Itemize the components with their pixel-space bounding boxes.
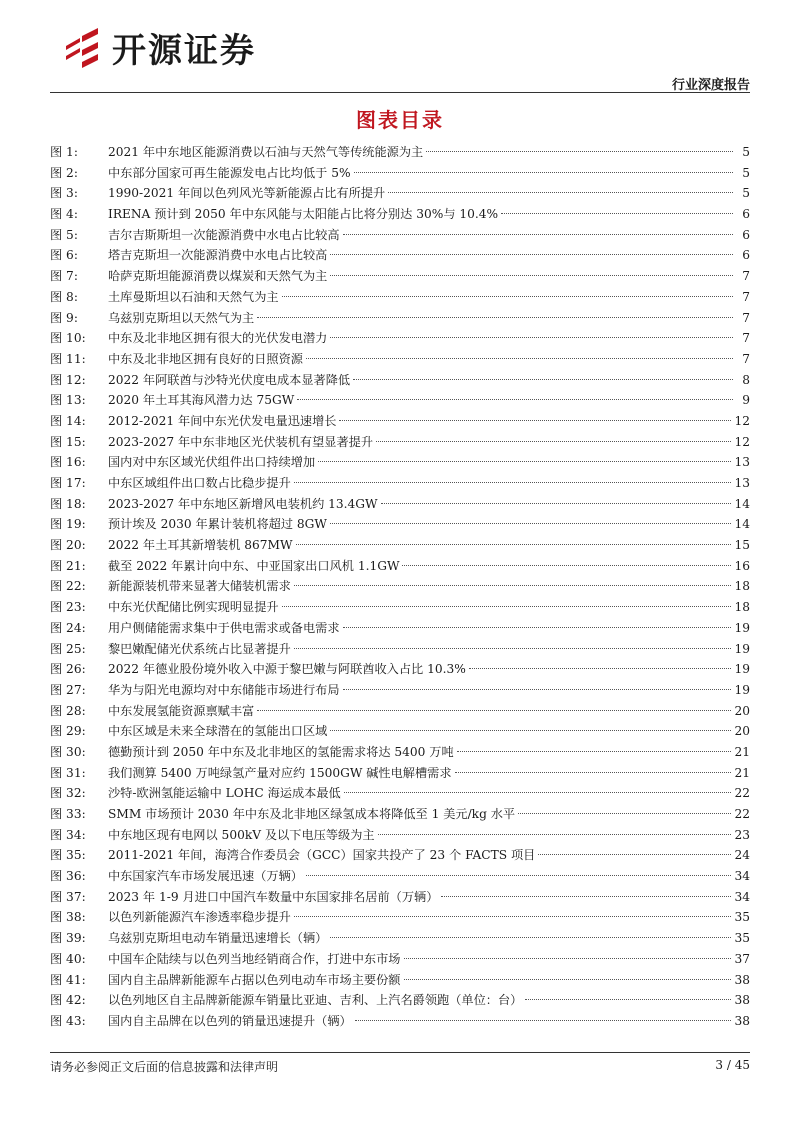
toc-entry[interactable]: [50, 866, 750, 887]
toc-page-number[interactable]: 22: [734, 807, 750, 821]
toc-entry[interactable]: [50, 349, 750, 370]
toc-dot-leader: [404, 979, 732, 980]
toc-entry[interactable]: [50, 328, 750, 349]
toc-dot-leader: [469, 668, 732, 669]
toc-figure-label: 图 34:: [50, 827, 86, 842]
toc-dot-leader: [306, 875, 731, 876]
toc-figure-label: 图 39:: [50, 931, 86, 946]
toc-dot-leader: [441, 896, 731, 897]
toc-page-number[interactable]: 23: [734, 827, 750, 842]
toc-figure-title[interactable]: 以色列地区自主品牌新能源车销量比亚迪、吉利、上汽名爵领跑（单位：台）: [108, 993, 523, 1008]
toc-page-number[interactable]: 34: [734, 889, 750, 904]
toc-figure-label: 图 30:: [50, 744, 86, 759]
toc-figure-title[interactable]: 沙特-欧洲氢能运输中 LOHC 海运成本最低: [108, 786, 341, 801]
toc-page-number[interactable]: 15: [734, 538, 750, 553]
toc-dot-leader: [282, 296, 733, 297]
toc-entry[interactable]: [50, 680, 750, 701]
toc-entry[interactable]: [50, 907, 750, 928]
toc-figure-label: 图 17:: [50, 476, 86, 490]
toc-entry[interactable]: [50, 556, 750, 577]
toc-figure-label: 图 1:: [50, 145, 78, 159]
toc-figure-title[interactable]: 德勤预计到 2050 年中东及北非地区的氢能需求将达 5400 万吨: [108, 744, 454, 759]
toc-page-number[interactable]: 6: [742, 207, 750, 222]
footer-divider: [50, 1052, 750, 1053]
toc-figure-label: 图 13:: [50, 393, 86, 408]
toc-figure-label: 图 12:: [50, 372, 86, 387]
toc-entry[interactable]: [50, 825, 750, 846]
toc-dot-leader: [343, 234, 733, 235]
toc-page-number[interactable]: 7: [742, 310, 750, 325]
toc-figure-label: 图 16:: [50, 455, 86, 470]
toc-figure-label: 图 43:: [50, 1013, 86, 1028]
toc-figure-title[interactable]: 2023-2027 年中东地区新增风电装机约 13.4GW: [108, 496, 378, 511]
toc-figure-title[interactable]: 国内自主品牌新能源车占据以色列电动车市场主要份额: [108, 972, 401, 987]
toc-figure-title[interactable]: 1990-2021 年间以色列风光等新能源占比有所提升: [108, 186, 386, 201]
toc-dot-leader: [294, 482, 732, 483]
toc-entry[interactable]: [50, 432, 750, 453]
toc-entry[interactable]: [50, 618, 750, 639]
toc-figure-label: 图 24:: [50, 620, 86, 635]
toc-dot-leader: [306, 358, 733, 359]
toc-page-number[interactable]: 6: [742, 227, 750, 242]
toc-entry[interactable]: [50, 225, 750, 246]
toc-figure-label: 图 9:: [50, 310, 78, 325]
toc-figure-title[interactable]: 新能源装机带来显著大储装机需求: [108, 579, 291, 594]
toc-page-number[interactable]: 38: [734, 972, 750, 987]
toc-page-number[interactable]: 19: [734, 641, 750, 656]
toc-entry[interactable]: [50, 452, 750, 473]
toc-figure-label: 图 21:: [50, 558, 86, 573]
toc-dot-leader: [404, 958, 732, 959]
toc-dot-leader: [339, 420, 731, 421]
toc-page-number[interactable]: 14: [734, 496, 750, 511]
toc-page-number[interactable]: 21: [734, 744, 750, 759]
toc-figure-label: 图 18:: [50, 496, 86, 511]
toc-figure-label: 图 4:: [50, 207, 78, 222]
toc-figure-title[interactable]: 2020 年土耳其海风潜力达 75GW: [108, 393, 295, 408]
toc-dot-leader: [330, 937, 731, 938]
toc-dot-leader: [378, 834, 732, 835]
toc-figure-title[interactable]: 乌兹别克斯坦电动车销量迅速增长（辆）: [108, 931, 328, 946]
toc-figure-title[interactable]: 塔吉克斯坦一次能源消费中水电占比较高: [108, 248, 328, 263]
toc-figure-title[interactable]: 黎巴嫩配储光伏系统占比显著提升: [108, 641, 291, 656]
toc-figure-label: 图 25:: [50, 641, 86, 656]
toc-entry[interactable]: [50, 928, 750, 949]
toc-dot-leader: [282, 606, 732, 607]
toc-dot-leader: [330, 337, 733, 338]
page-header: [50, 18, 750, 93]
toc-dot-leader: [355, 1020, 732, 1021]
toc-page-number[interactable]: 9: [742, 393, 750, 408]
toc-page-number[interactable]: 14: [734, 517, 750, 532]
toc-dot-leader: [294, 648, 732, 649]
toc-figure-label: 图 31:: [50, 765, 86, 780]
toc-figure-label: 图 37:: [50, 889, 86, 904]
toc-entry[interactable]: [50, 370, 750, 391]
toc-entry[interactable]: [50, 494, 750, 515]
toc-page-number[interactable]: 18: [734, 600, 750, 615]
toc-dot-leader: [518, 813, 731, 814]
toc-page-number[interactable]: 7: [742, 269, 750, 284]
toc-page-number[interactable]: 24: [734, 848, 750, 863]
toc-figure-title[interactable]: 中东区域组件出口数占比稳步提升: [108, 476, 291, 490]
toc-figure-title[interactable]: 预计埃及 2030 年累计装机将超过 8GW: [108, 517, 327, 532]
toc-figure-label: 图 6:: [50, 248, 78, 263]
toc-figure-label: 图 8:: [50, 289, 78, 304]
toc-entry[interactable]: [50, 163, 750, 184]
toc-figure-label: 图 42:: [50, 993, 86, 1008]
toc-figure-title[interactable]: 中东国家汽车市场发展迅速（万辆）: [108, 869, 303, 884]
toc-page-number[interactable]: 7: [742, 289, 750, 304]
toc-dot-leader: [296, 544, 732, 545]
toc-entry[interactable]: [50, 763, 750, 784]
toc-page-number[interactable]: 34: [734, 869, 750, 884]
toc-figure-title[interactable]: IRENA 预计到 2050 年中东风能与太阳能占比将分别达 30%与 10.4%: [108, 207, 499, 222]
toc-figure-title[interactable]: 华为与阳光电源均对中东储能市场进行布局: [108, 682, 340, 697]
toc-entry[interactable]: [50, 783, 750, 804]
toc-figure-title[interactable]: 中国车企陆续与以色列当地经销商合作，打进中东市场: [108, 951, 401, 966]
toc-figure-title[interactable]: 2022 年德业股份境外收入中源于黎巴嫩与阿联酋收入占比 10.3%: [108, 662, 466, 677]
toc-figure-title[interactable]: 中东光伏配储比例实现明显提升: [108, 600, 279, 615]
toc-entry[interactable]: [50, 970, 750, 991]
toc-dot-leader: [402, 565, 731, 566]
toc-dot-leader: [388, 192, 733, 193]
report-type-label: 行业深度报告: [671, 78, 750, 93]
toc-figure-title[interactable]: SMM 市场预计 2030 年中东及北非地区绿氢成本将降低至 1 美元/kg 水平: [108, 807, 516, 821]
toc-dot-leader: [343, 689, 732, 690]
toc-figure-title[interactable]: 国内对中东区域光伏组件出口持续增加: [108, 455, 316, 470]
toc-figure-title[interactable]: 土库曼斯坦以石油和天然气为主: [108, 289, 279, 304]
toc-dot-leader: [354, 172, 733, 173]
toc-figure-label: 图 20:: [50, 538, 86, 553]
toc-figure-label: 图 7:: [50, 269, 78, 284]
toc-figure-title[interactable]: 我们测算 5400 万吨绿氢产量对应约 1500GW 碱性电解槽需求: [108, 765, 452, 780]
toc-figure-label: 图 2:: [50, 165, 78, 180]
toc-figure-title[interactable]: 中东区域是未来全球潜在的氢能出口区域: [108, 724, 328, 739]
toc-page-number[interactable]: 19: [734, 682, 750, 697]
toc-entry[interactable]: [50, 390, 750, 411]
toc-entry[interactable]: [50, 266, 750, 287]
toc-figure-title[interactable]: 2021 年中东地区能源消费以石油与天然气等传统能源为主: [108, 145, 424, 159]
toc-dot-leader: [426, 151, 733, 152]
toc-figure-title[interactable]: 乌兹别克斯坦以天然气为主: [108, 310, 255, 325]
toc-page-number[interactable]: 18: [734, 579, 750, 594]
toc-figure-title[interactable]: 中东及北非地区拥有很大的光伏发电潜力: [108, 331, 328, 346]
toc-figure-label: 图 35:: [50, 848, 86, 863]
toc-figure-label: 图 28:: [50, 703, 86, 718]
toc-entry[interactable]: [50, 142, 750, 163]
toc-figure-label: 图 41:: [50, 972, 86, 987]
toc-figure-title[interactable]: 2023-2027 年中东非地区光伏装机有望显著提升: [108, 434, 374, 449]
logo-text: 开源证券: [112, 30, 256, 71]
footer-disclaimer: 请务必参阅正文后面的信息披露和法律声明: [50, 1060, 279, 1074]
toc-entry[interactable]: [50, 949, 750, 970]
toc-dot-leader: [257, 317, 733, 318]
toc-page-number[interactable]: 5: [742, 186, 750, 201]
toc-entry[interactable]: [50, 804, 750, 825]
toc-page-number[interactable]: 13: [734, 455, 750, 470]
toc-dot-leader: [376, 441, 731, 442]
toc-figure-title[interactable]: 2011-2021 年间，海湾合作委员会（GCC）国家共投产了 23 个 FACTS 项目: [108, 848, 536, 863]
toc-figure-title[interactable]: 2023 年 1-9 月进口中国汽车数量中东国家排名居前（万辆）: [108, 889, 439, 904]
toc-entry[interactable]: [50, 245, 750, 266]
page-title: 图表目录: [356, 108, 444, 132]
toc-figure-title[interactable]: 中东发展氢能资源禀赋丰富: [108, 703, 255, 718]
toc-figure-label: 图 38:: [50, 910, 86, 925]
toc-dot-leader: [343, 627, 732, 628]
toc-page-number[interactable]: 6: [742, 248, 750, 263]
toc-entry[interactable]: [50, 1011, 750, 1032]
toc-figure-label: 图 36:: [50, 869, 86, 884]
toc-page-number[interactable]: 22: [734, 786, 750, 801]
toc-entry[interactable]: [50, 473, 750, 494]
toc-figure-label: 图 14:: [50, 413, 86, 428]
toc-figure-title[interactable]: 中东部分国家可再生能源发电占比均低于 5%: [108, 165, 351, 180]
toc-figure-label: 图 33:: [50, 807, 86, 821]
toc-page-number[interactable]: 7: [742, 351, 750, 366]
toc-dot-leader: [330, 730, 731, 731]
brand-logo: [60, 24, 360, 70]
toc-figure-label: 图 27:: [50, 682, 86, 697]
toc-entry[interactable]: [50, 204, 750, 225]
toc-entry[interactable]: [50, 183, 750, 204]
toc-entry[interactable]: [50, 308, 750, 329]
toc-dot-leader: [330, 523, 732, 524]
toc-dot-leader: [353, 379, 733, 380]
toc-dot-leader: [318, 461, 731, 462]
toc-entry[interactable]: [50, 535, 750, 556]
toc-figure-label: 图 3:: [50, 186, 78, 201]
toc-page-number[interactable]: 35: [734, 910, 750, 925]
toc-figure-label: 图 32:: [50, 786, 86, 801]
toc-page-number[interactable]: 20: [734, 703, 750, 718]
toc-page-number[interactable]: 20: [734, 724, 750, 739]
toc-entry[interactable]: [50, 701, 750, 722]
toc-page-number[interactable]: 38: [734, 1013, 750, 1028]
toc-entry[interactable]: [50, 576, 750, 597]
toc-page-number[interactable]: 38: [734, 993, 750, 1008]
toc-page-number[interactable]: 19: [734, 620, 750, 635]
toc-figure-label: 图 22:: [50, 579, 86, 594]
toc-figure-label: 图 26:: [50, 662, 86, 677]
toc-figure-label: 图 40:: [50, 951, 86, 966]
header-divider: [50, 92, 750, 93]
toc-page-number[interactable]: 13: [734, 476, 750, 490]
toc-page-number[interactable]: 5: [742, 145, 750, 159]
footer-page-number: 3 / 45: [715, 1058, 750, 1072]
toc-entry[interactable]: [50, 287, 750, 308]
toc-figure-title[interactable]: 中东及北非地区拥有良好的日照资源: [108, 351, 303, 366]
toc-figure-label: 图 23:: [50, 600, 86, 615]
toc-dot-leader: [525, 999, 731, 1000]
toc-figure-label: 图 15:: [50, 434, 86, 449]
figure-toc-list: [50, 142, 750, 1032]
toc-entry[interactable]: [50, 659, 750, 680]
toc-page-number[interactable]: 8: [742, 372, 750, 387]
toc-figure-title[interactable]: 2022 年土耳其新增装机 867MW: [108, 538, 293, 553]
toc-dot-leader: [330, 275, 733, 276]
toc-dot-leader: [297, 399, 733, 400]
toc-dot-leader: [257, 710, 731, 711]
toc-figure-label: 图 29:: [50, 724, 86, 739]
toc-figure-title[interactable]: 以色列新能源汽车渗透率稳步提升: [108, 910, 291, 925]
toc-dot-leader: [457, 751, 732, 752]
toc-page-number[interactable]: 7: [742, 331, 750, 346]
toc-figure-label: 图 5:: [50, 227, 78, 242]
toc-entry[interactable]: [50, 721, 750, 742]
toc-page-number[interactable]: 5: [742, 165, 750, 180]
toc-figure-title[interactable]: 国内自主品牌在以色列的销量迅速提升（辆）: [108, 1013, 352, 1028]
logo-mark-icon: [60, 26, 104, 68]
toc-dot-leader: [501, 213, 733, 214]
toc-dot-leader: [381, 503, 732, 504]
toc-entry[interactable]: [50, 845, 750, 866]
toc-entry[interactable]: [50, 514, 750, 535]
toc-dot-leader: [294, 585, 732, 586]
toc-dot-leader: [330, 254, 733, 255]
toc-dot-leader: [455, 772, 732, 773]
toc-dot-leader: [538, 854, 731, 855]
toc-page-number[interactable]: 12: [734, 413, 750, 428]
toc-figure-title[interactable]: 用户侧储能需求集中于供电需求或备电需求: [108, 620, 340, 635]
toc-dot-leader: [294, 916, 732, 917]
toc-entry[interactable]: [50, 411, 750, 432]
toc-page-number[interactable]: 35: [734, 931, 750, 946]
toc-entry[interactable]: [50, 887, 750, 908]
toc-figure-title[interactable]: 2022 年阿联酋与沙特光伏度电成本显著降低: [108, 372, 351, 387]
toc-figure-label: 图 19:: [50, 517, 86, 532]
toc-figure-title[interactable]: 哈萨克斯坦能源消费以煤炭和天然气为主: [108, 269, 328, 284]
toc-figure-label: 图 10:: [50, 331, 86, 346]
toc-page-number[interactable]: 21: [734, 765, 750, 780]
toc-figure-title[interactable]: 吉尔吉斯斯坦一次能源消费中水电占比较高: [108, 227, 340, 242]
toc-entry[interactable]: [50, 639, 750, 660]
toc-entry[interactable]: [50, 742, 750, 763]
toc-figure-title[interactable]: 中东地区现有电网以 500kV 及以下电压等级为主: [108, 827, 375, 842]
toc-page-number[interactable]: 12: [734, 434, 750, 449]
toc-entry[interactable]: [50, 597, 750, 618]
toc-page-number[interactable]: 37: [734, 951, 750, 966]
toc-page-number[interactable]: 19: [734, 662, 750, 677]
toc-figure-title[interactable]: 截至 2022 年累计向中东、中亚国家出口风机 1.1GW: [108, 558, 400, 573]
toc-entry[interactable]: [50, 990, 750, 1011]
toc-page-number[interactable]: 16: [734, 558, 750, 573]
toc-figure-title[interactable]: 2012-2021 年间中东光伏发电量迅速增长: [108, 413, 337, 428]
toc-dot-leader: [344, 792, 732, 793]
toc-figure-label: 图 11:: [50, 351, 86, 366]
